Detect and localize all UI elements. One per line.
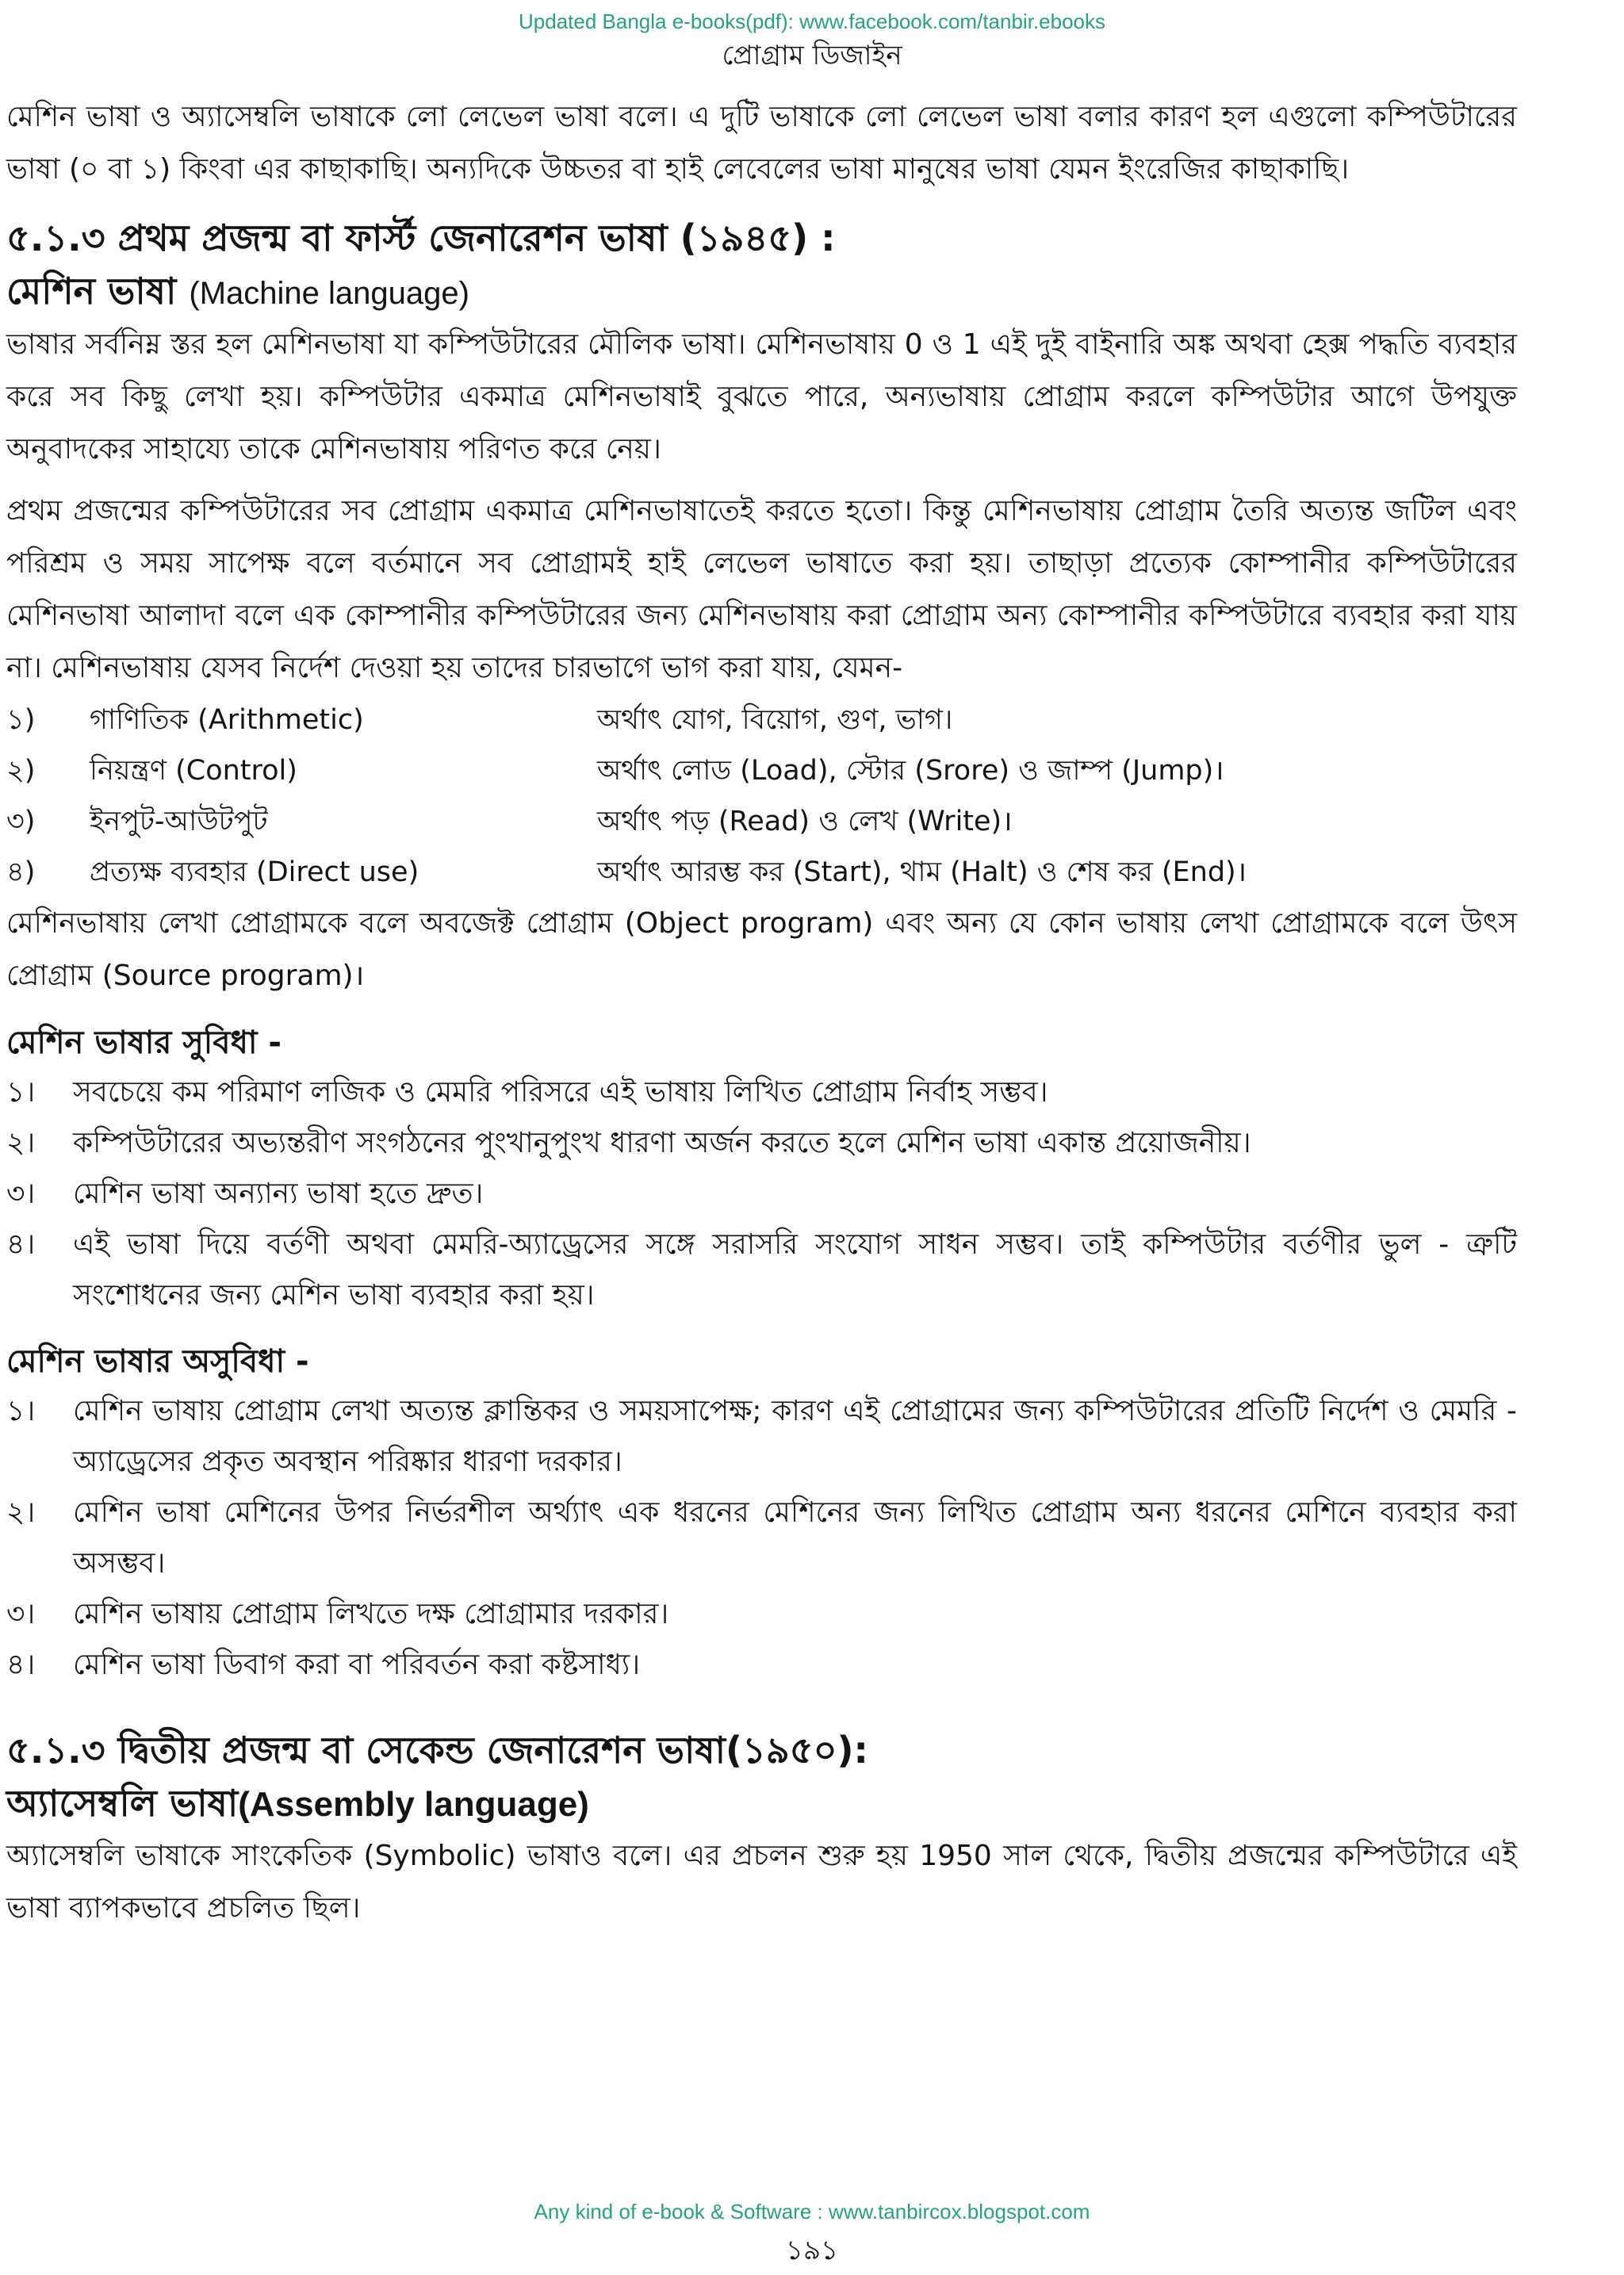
- category-description: অর্থাৎ আরম্ভ কর (Start), থাম (Halt) ও শেষ কর (End)।: [597, 856, 1247, 888]
- item-text: কম্পিউটারের অভ্যন্তরীণ সংগঠনের পুংখানুপুংখ ধারণা অর্জন করতে হলে মেশিন ভাষা একান্ত প্রয়োজনীয়।: [73, 1127, 1251, 1159]
- section-heading-first-generation: ৫.১.৩ প্রথম প্রজন্ম বা ফার্স্ট জেনারেশন ভাষা (১৯৪৫) :: [6, 216, 836, 259]
- advantages-heading: মেশিন ভাষার সুবিধা -: [6, 1025, 282, 1061]
- list-item: [6, 745, 1517, 796]
- item-number: ২।: [6, 1496, 36, 1529]
- item-number: ৪।: [6, 1228, 36, 1261]
- category-description: অর্থাৎ যোগ, বিয়োগ, গুণ, ভাগ।: [597, 704, 953, 736]
- item-number: ৩): [6, 806, 36, 837]
- list-item: [6, 796, 1517, 847]
- list-item: [6, 1118, 1517, 1169]
- assembly-language-title-en: (Assembly language): [238, 1785, 589, 1824]
- category-description: অর্থাৎ পড় (Read) ও লেখ (Write)।: [597, 806, 1013, 837]
- item-text: মেশিন ভাষা মেশিনের উপর নির্ভরশীল অর্থ্যাৎ এক ধরনের মেশিনের জন্য লিখিত প্রোগ্রাম অন্য ধরনের মেশিনে ব্যবহার করা অসম্ভব।: [73, 1496, 1517, 1580]
- assembly-language-paragraph: অ্যাসেম্বলি ভাষাকে সাংকেতিক (Symbolic) ভাষাও বলে। এর প্রচলন শুরু হয় 1950 সাল থেকে, দ্বিতীয় প্রজন্মের কম্পিউটারে এই ভাষা ব্যাপকভাবে প্রচলিত ছিল।: [6, 1840, 1517, 1925]
- machine-language-paragraph-1: ভাষার সর্বনিম্ন স্তর হল মেশিনভাষা যা কম্পিউটারের মৌলিক ভাষা। মেশিনভাষায় 0 ও 1 এই দুই বাইনারি অঙ্ক অথবা হেক্স পদ্ধতি ব্যবহার করে সব কিছু লেখা হয়। কম্পিউটার একমাত্র মেশিনভাষাই বুঝতে পারে, অন্যভাষায় প্রোগ্রাম করলে কম্পিউটার আগে উপযুক্ত অনুবাদকের সাহায্যে তাকে মেশিনভাষায় পরিণত করে নেয়।: [6, 328, 1517, 465]
- item-number: ২): [6, 755, 36, 787]
- machine-language-title-en: (Machine language): [189, 276, 469, 311]
- category-name: ইনপুট-আউটপুট: [90, 806, 268, 837]
- section-heading-second-generation: ৫.১.৩ দ্বিতীয় প্রজন্ম বা সেকেন্ড জেনারেশন ভাষা(১৯৫০):: [6, 1729, 868, 1771]
- bottom-promo-link[interactable]: Any kind of e-book & Software : www.tanbircox.blogspot.com: [534, 2200, 1090, 2223]
- item-number: ১।: [6, 1395, 36, 1427]
- page-content: [6, 91, 1517, 1935]
- item-text: মেশিন ভাষা ডিবাগ করা বা পরিবর্তন করা কষ্টসাধ্য।: [73, 1649, 641, 1681]
- instruction-category-list: [6, 695, 1517, 898]
- top-promo-link[interactable]: Updated Bangla e-books(pdf): www.facebook.com/tanbir.ebooks: [519, 10, 1105, 33]
- item-text: এই ভাষা দিয়ে বর্তণী অথবা মেমরি-অ্যাড্রেসের সঙ্গে সরাসরি সংযোগ সাধন সম্ভব। তাই কম্পিউটার বর্তণীর ভুল - ত্রুটি সংশোধনের জন্য মেশিন ভাষা ব্যবহার করা হয়।: [73, 1228, 1517, 1312]
- list-item: [6, 847, 1517, 898]
- item-number: ৩।: [6, 1178, 36, 1210]
- list-item: [6, 1640, 1517, 1691]
- advantages-list: [6, 1067, 1517, 1321]
- item-number: ৩।: [6, 1598, 36, 1630]
- item-number: ১।: [6, 1076, 36, 1109]
- assembly-language-heading: [6, 1778, 1517, 1830]
- item-text: সবচেয়ে কম পরিমাণ লজিক ও মেমরি পরিসরে এই ভাষায় লিখিত প্রোগ্রাম নির্বাহ সম্ভব।: [73, 1076, 1048, 1109]
- category-description: অর্থাৎ লোড (Load), স্টোর (Srore) ও জাম্প (Jump)।: [597, 755, 1224, 787]
- list-item: [6, 1220, 1517, 1321]
- machine-language-heading: [6, 266, 1517, 319]
- item-text: মেশিন ভাষায় প্রোগ্রাম লিখতে দক্ষ প্রোগ্রামার দরকার।: [73, 1598, 669, 1630]
- list-item: [6, 695, 1517, 745]
- assembly-language-title-bn: অ্যাসেম্বলি ভাষা: [6, 1782, 239, 1825]
- item-number: ২।: [6, 1127, 36, 1159]
- machine-language-title-bn: মেশিন ভাষা: [6, 270, 177, 312]
- running-title: প্রোগ্রাম ডিজাইন: [722, 40, 902, 71]
- list-item: [6, 1169, 1517, 1220]
- item-number: ৪।: [6, 1649, 36, 1681]
- list-item: [6, 1386, 1517, 1488]
- disadvantages-heading: মেশিন ভাষার অসুবিধা -: [6, 1343, 309, 1380]
- object-program-paragraph: মেশিনভাষায় লেখা প্রোগ্রামকে বলে অবজেক্ট প্রোগ্রাম (Object program) এবং অন্য যে কোন ভাষায় লেখা প্রোগ্রামকে বলে উৎস প্রোগ্রাম (Source program)।: [6, 907, 1517, 992]
- item-number: ৪): [6, 856, 36, 888]
- item-number: ১): [6, 704, 36, 736]
- disadvantages-list: [6, 1386, 1517, 1691]
- item-text: মেশিন ভাষায় প্রোগ্রাম লেখা অত্যন্ত ক্লান্তিকর ও সময়সাপেক্ষ; কারণ এই প্রোগ্রামের জন্য কম্পিউটারের প্রতিটি নির্দেশ ও মেমরি - অ্যাড্রেসের প্রকৃত অবস্থান পরিষ্কার ধারণা দরকার।: [73, 1395, 1517, 1478]
- item-text: মেশিন ভাষা অন্যান্য ভাষা হতে দ্রুত।: [73, 1178, 484, 1210]
- intro-paragraph: মেশিন ভাষা ও অ্যাসেম্বলি ভাষাকে লো লেভেল ভাষা বলে। এ দুটি ভাষাকে লো লেভেল ভাষা বলার কারণ হল এগুলো কম্পিউটারের ভাষা (০ বা ১) কিংবা এর কাছাকাছি। অন্যদিকে উচ্চতর বা হাই লেবেলের ভাষা মানুষের ভাষা যেমন ইংরেজির কাছাকাছি।: [6, 101, 1517, 186]
- page-number: ১৯১: [785, 2235, 839, 2266]
- category-name: নিয়ন্ত্রণ (Control): [90, 755, 297, 787]
- machine-language-paragraph-2: প্রথম প্রজন্মের কম্পিউটারের সব প্রোগ্রাম একমাত্র মেশিনভাষাতেই করতে হতো। কিন্তু মেশিনভাষায় প্রোগ্রাম তৈরি অত্যন্ত জটিল এবং পরিশ্রম ও সময় সাপেক্ষ বলে বর্তমানে সব প্রোগ্রামই হাই লেভেল ভাষাতে করা হয়। তাছাড়া প্রত্যেক কোম্পানীর কম্পিউটারের মেশিনভাষা আলাদা বলে এক কোম্পানীর কম্পিউটারের জন্য মেশিনভাষায় করা প্রোগ্রাম অন্য কোম্পানীর কম্পিউটারে ব্যবহার করা যায় না। মেশিনভাষায় যেসব নির্দেশ দেওয়া হয় তাদের চারভাগে ভাগ করা যায়, যেমন-: [6, 495, 1517, 684]
- category-name: প্রত্যক্ষ ব্যবহার (Direct use): [90, 856, 419, 888]
- list-item: [6, 1589, 1517, 1640]
- category-name: গাণিতিক (Arithmetic): [90, 704, 364, 736]
- list-item: [6, 1488, 1517, 1589]
- list-item: [6, 1067, 1517, 1118]
